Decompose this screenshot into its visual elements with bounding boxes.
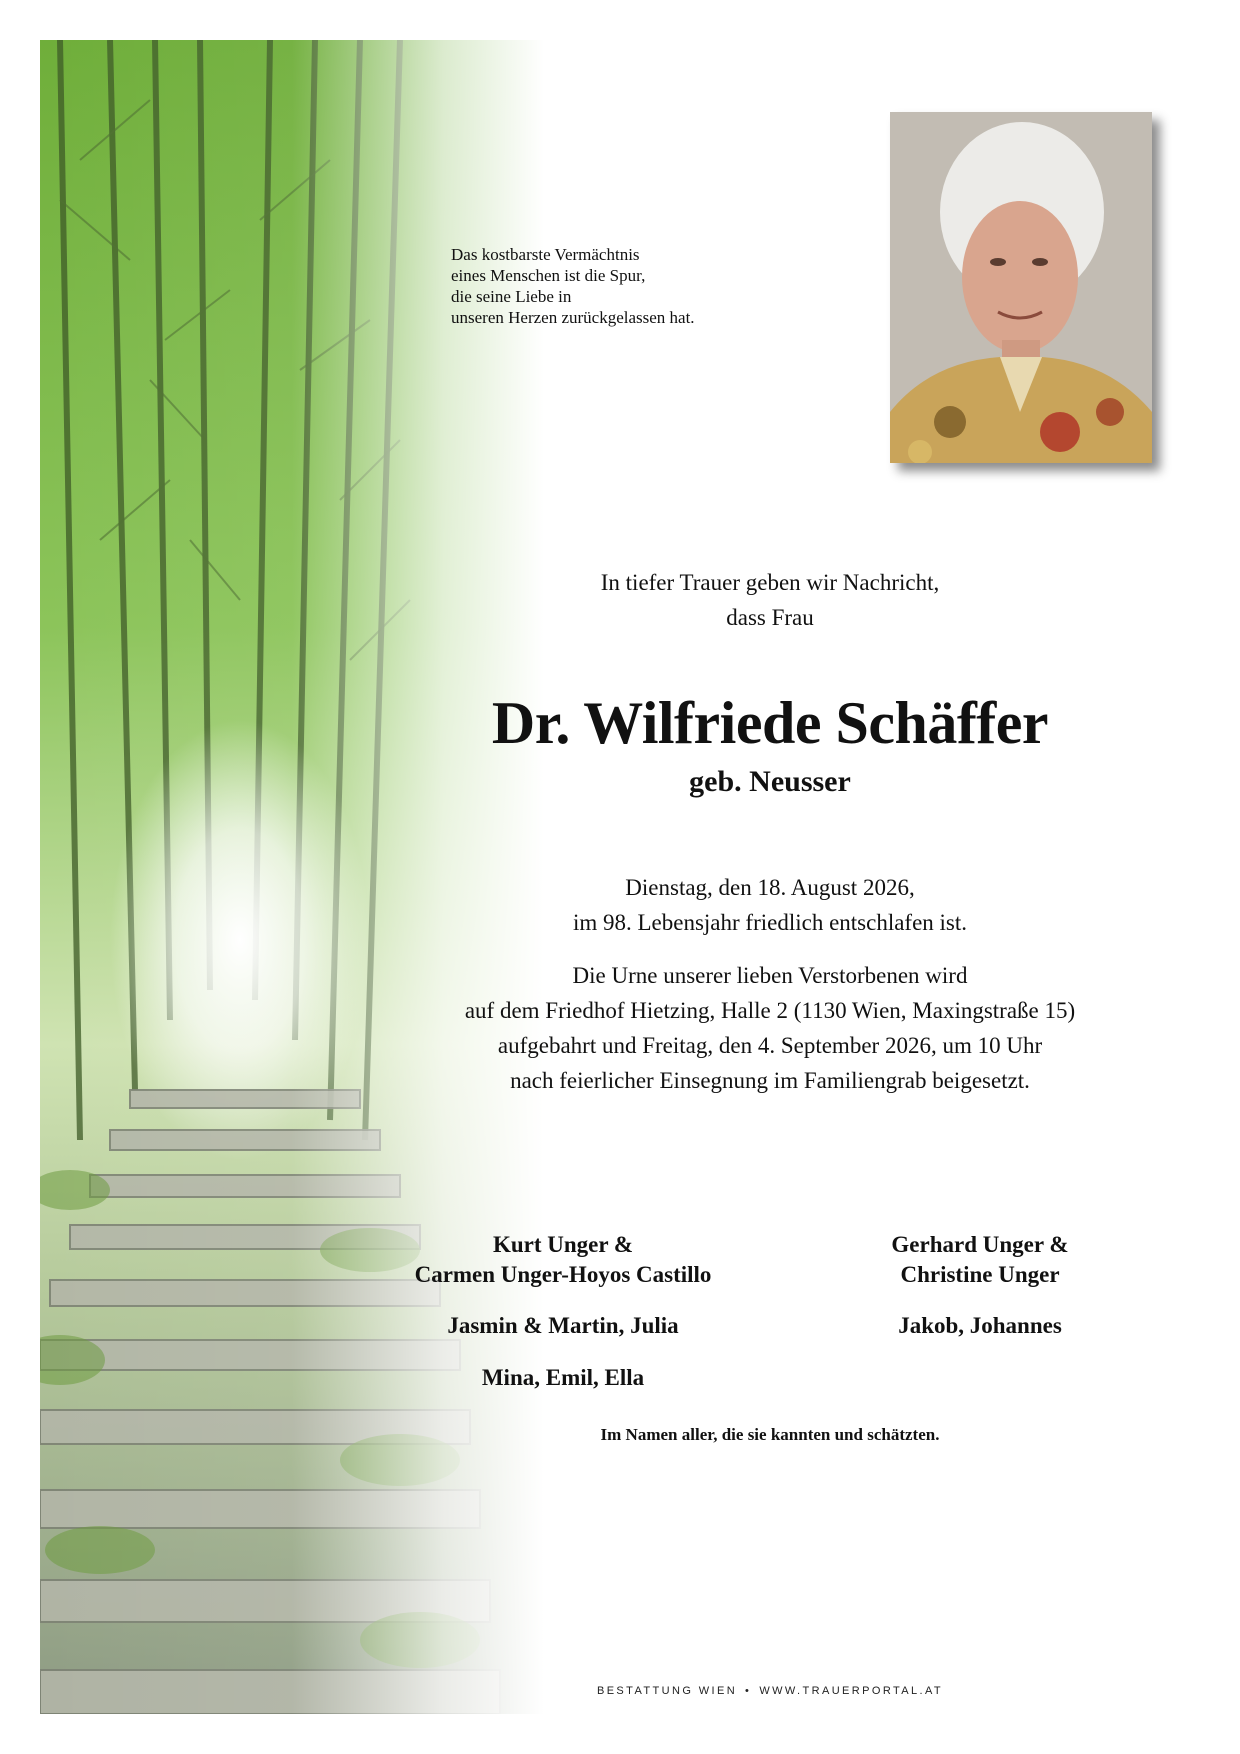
quote-line: eines Menschen ist die Spur, (451, 266, 646, 285)
maiden-name: geb. Neusser (689, 765, 851, 798)
memorial-quote (451, 244, 781, 328)
mourner-name: Kurt Unger & (492, 1232, 634, 1257)
death-notice (400, 870, 1140, 940)
burial-line: auf dem Friedhof Hietzing, Halle 2 (1130 Wien, Maxingstraße 15) (464, 998, 1076, 1023)
mourner-couple-left (363, 1230, 763, 1290)
burial-line: nach feierlicher Einsegnung im Familiengrab beigesetzt. (510, 1068, 1030, 1093)
portrait-photo (890, 112, 1152, 463)
intro-line: In tiefer Trauer geben wir Nachricht, (600, 570, 940, 595)
closing-line: Im Namen aller, die sie kannten und schätzten. (600, 1425, 940, 1444)
intro-line: dass Frau (726, 605, 814, 630)
burial-line: Die Urne unserer lieben Verstorbenen wird (572, 963, 968, 988)
mourner-children-right: Jakob, Johannes (898, 1313, 1062, 1338)
footer-website-link[interactable]: WWW.TRAUERPORTAL.AT (759, 1685, 944, 1697)
footer-brand: BESTATTUNG WIEN (596, 1685, 738, 1697)
burial-line: aufgebahrt und Freitag, den 4. September 2026, um 10 Uhr (497, 1033, 1043, 1058)
footer (400, 1685, 1140, 1697)
announcement-intro (400, 565, 1140, 635)
mourner-name: Christine Unger (900, 1262, 1060, 1287)
bullet-separator: • (745, 1685, 752, 1697)
portrait-illustration (890, 112, 1152, 463)
mourner-children-left: Jasmin & Martin, Julia (447, 1313, 679, 1338)
mourner-grandchildren-left: Mina, Emil, Ella (481, 1365, 645, 1390)
quote-line: unseren Herzen zurückgelassen hat. (451, 308, 695, 327)
quote-line: die seine Liebe in (451, 287, 572, 306)
death-line: Dienstag, den 18. August 2026, (625, 875, 915, 900)
mourner-couple-right (830, 1230, 1130, 1290)
mourner-name: Gerhard Unger & (891, 1232, 1069, 1257)
death-line: im 98. Lebensjahr friedlich entschlafen ist. (572, 910, 968, 935)
mourner-name: Carmen Unger-Hoyos Castillo (414, 1262, 712, 1287)
burial-details (400, 958, 1140, 1098)
quote-line: Das kostbarste Vermächtnis (451, 245, 640, 264)
deceased-name: Dr. Wilfriede Schäffer (491, 690, 1049, 756)
